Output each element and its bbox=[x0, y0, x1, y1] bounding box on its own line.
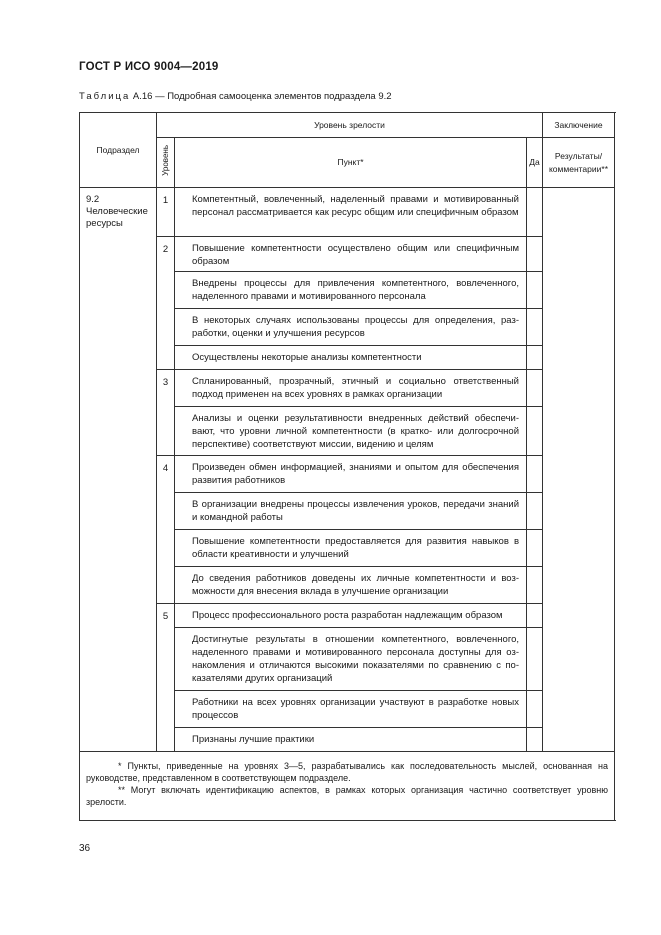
note-1: * Пункты, приведенные на уровнях 3—5, разрабатывались как последовательность мыслей, основанная на руководстве, представленном в соответствующем подразделе. bbox=[86, 761, 608, 783]
yes-cell bbox=[527, 370, 543, 407]
item-cell: Анализы и оценки результативности внедренных действий обеспечивают, что уровни личной компетентности (в кратко- или долгосрочной перспективе) соответствуют миссии, видению и целям bbox=[175, 407, 527, 456]
yes-cell bbox=[527, 691, 543, 728]
level-cell: 3 bbox=[157, 370, 175, 456]
item-cell: Повышение компетентности осуществлено общим или специфичным образом bbox=[175, 237, 527, 272]
results-cell bbox=[543, 188, 615, 752]
header-item: Пункт* bbox=[175, 138, 527, 188]
yes-cell bbox=[527, 493, 543, 530]
item-cell: Работники на всех уровнях организации участвуют в разработке новых процессов bbox=[175, 691, 527, 728]
header-level-label: Уровень bbox=[161, 145, 170, 176]
yes-cell bbox=[527, 309, 543, 346]
yes-cell bbox=[527, 728, 543, 752]
page-number: 36 bbox=[79, 843, 91, 854]
item-cell: Признаны лучшие практики bbox=[175, 728, 527, 752]
item-cell: В некоторых случаях использованы процессы для определения, разработки, оценки и улучшения ресурсов bbox=[175, 309, 527, 346]
yes-cell bbox=[527, 237, 543, 272]
table-row bbox=[80, 604, 615, 628]
header-subsection: Подраздел bbox=[80, 113, 157, 188]
yes-cell bbox=[527, 456, 543, 493]
header-maturity: Уровень зрелости bbox=[157, 113, 543, 138]
item-cell: Процесс профессионального роста разработан надлежащим образом bbox=[175, 604, 527, 628]
item-cell: До сведения работников доведены их личные компетентности и возможности для внесения вклада в улучшение организации bbox=[175, 567, 527, 604]
yes-cell bbox=[527, 628, 543, 691]
header-level bbox=[157, 138, 175, 188]
level-cell: 4 bbox=[157, 456, 175, 604]
table-row bbox=[80, 188, 615, 237]
table-row bbox=[80, 237, 615, 272]
caption-text: А.16 — Подробная самооценка элементов подраздела 9.2 bbox=[132, 91, 392, 102]
header-results: Результаты/ комментарии** bbox=[543, 138, 615, 188]
yes-cell bbox=[527, 407, 543, 456]
item-cell: Внедрены процессы для привлечения компетентного, вовлеченного, наделенного правами и мотивированного персонала bbox=[175, 272, 527, 309]
item-cell: Достигнутые результаты в отношении компетентного, вовлеченного, наделенного правами и мотивированного персонала доступны для ознакомления и отличаются высокими показателями по сравнению с показателями других организаций bbox=[175, 628, 527, 691]
note-2: ** Могут включать идентификацию аспектов, в рамках которых организация частично соответствует уровню зрелости. bbox=[86, 785, 608, 807]
level-cell: 5 bbox=[157, 604, 175, 752]
yes-cell bbox=[527, 346, 543, 370]
caption-label: Таблица bbox=[79, 91, 131, 102]
table-notes bbox=[80, 752, 615, 821]
document-header: ГОСТ Р ИСО 9004—2019 bbox=[79, 61, 219, 73]
item-cell: В организации внедрены процессы извлечения уроков, передачи знаний и командной работы bbox=[175, 493, 527, 530]
header-conclusion: Заключение bbox=[543, 113, 615, 138]
table-row bbox=[80, 370, 615, 407]
item-cell: Компетентный, вовлеченный, наделенный правами и мотивированный персонал рассматривается как ресурс общим или специфичным образом bbox=[175, 188, 527, 237]
yes-cell bbox=[527, 530, 543, 567]
item-cell: Произведен обмен информацией, знаниями и опытом для обеспечения развития работников bbox=[175, 456, 527, 493]
header-yes: Да bbox=[527, 138, 543, 188]
item-cell: Спланированный, прозрачный, этичный и социально ответственный подход применен на всех уровнях в рамках организации bbox=[175, 370, 527, 407]
yes-cell bbox=[527, 188, 543, 237]
table-caption bbox=[79, 91, 392, 102]
item-cell: Осуществлены некоторые анализы компетентности bbox=[175, 346, 527, 370]
yes-cell bbox=[527, 567, 543, 604]
yes-cell bbox=[527, 604, 543, 628]
self-assessment-table bbox=[79, 112, 615, 821]
table-row bbox=[80, 456, 615, 493]
level-cell: 1 bbox=[157, 188, 175, 237]
subsection-cell: 9.2 Человеческие ресурсы bbox=[80, 188, 157, 752]
level-cell: 2 bbox=[157, 237, 175, 370]
yes-cell bbox=[527, 272, 543, 309]
item-cell: Повышение компетентности предоставляется для развития навыков в области креативности и улучшений bbox=[175, 530, 527, 567]
